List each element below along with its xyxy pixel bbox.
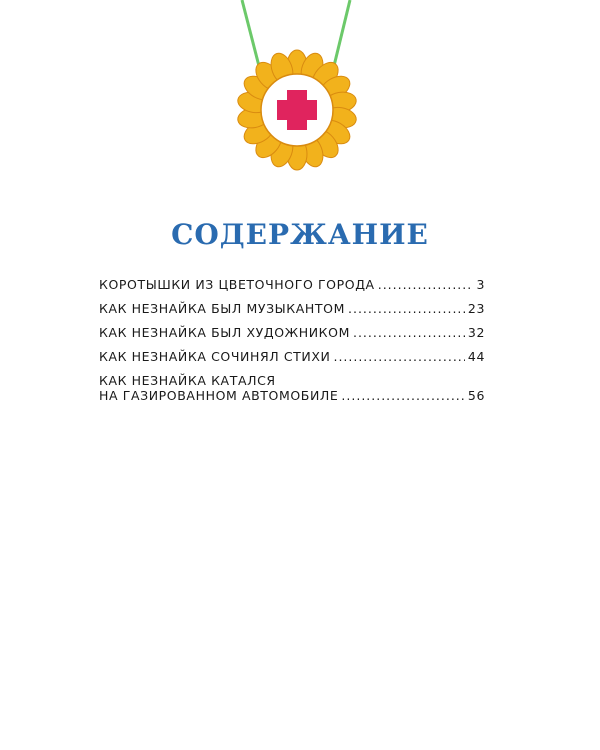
toc-entry[interactable] bbox=[99, 301, 485, 316]
toc-entry[interactable] bbox=[99, 373, 485, 403]
toc-leader-dots bbox=[378, 277, 474, 292]
toc-entry-page: 44 bbox=[467, 349, 485, 364]
toc-entry-title: КАК НЕЗНАЙКА СОЧИНЯЛ СТИХИ bbox=[99, 349, 331, 364]
toc-leader-dots bbox=[333, 349, 464, 364]
toc-entry-title-line2: НА ГАЗИРОВАННОМ АВТОМОБИЛЕ bbox=[99, 388, 339, 403]
toc-entry-page: 32 bbox=[467, 325, 485, 340]
red-cross-medal-icon bbox=[205, 0, 395, 200]
page-title: СОДЕРЖАНИЕ bbox=[171, 218, 429, 251]
toc-entry-page: 56 bbox=[467, 388, 485, 403]
toc-entry-title-line1: КАК НЕЗНАЙКА КАТАЛСЯ bbox=[99, 373, 276, 388]
toc-entry-page: 3 bbox=[476, 277, 485, 292]
toc-entry[interactable] bbox=[99, 325, 485, 340]
toc-leader-dots bbox=[341, 388, 464, 403]
table-of-contents bbox=[99, 277, 485, 412]
toc-leader-dots bbox=[353, 325, 465, 340]
toc-entry-title: КАК НЕЗНАЙКА БЫЛ ХУДОЖНИКОМ bbox=[99, 325, 350, 340]
toc-entry[interactable] bbox=[99, 349, 485, 364]
toc-entry-title: КОРОТЫШКИ ИЗ ЦВЕТОЧНОГО ГОРОДА bbox=[99, 277, 375, 292]
toc-entry-title: КАК НЕЗНАЙКА БЫЛ МУЗЫКАНТОМ bbox=[99, 301, 345, 316]
toc-entry-page: 23 bbox=[467, 301, 485, 316]
toc-leader-dots bbox=[348, 301, 465, 316]
toc-entry[interactable] bbox=[99, 277, 485, 292]
